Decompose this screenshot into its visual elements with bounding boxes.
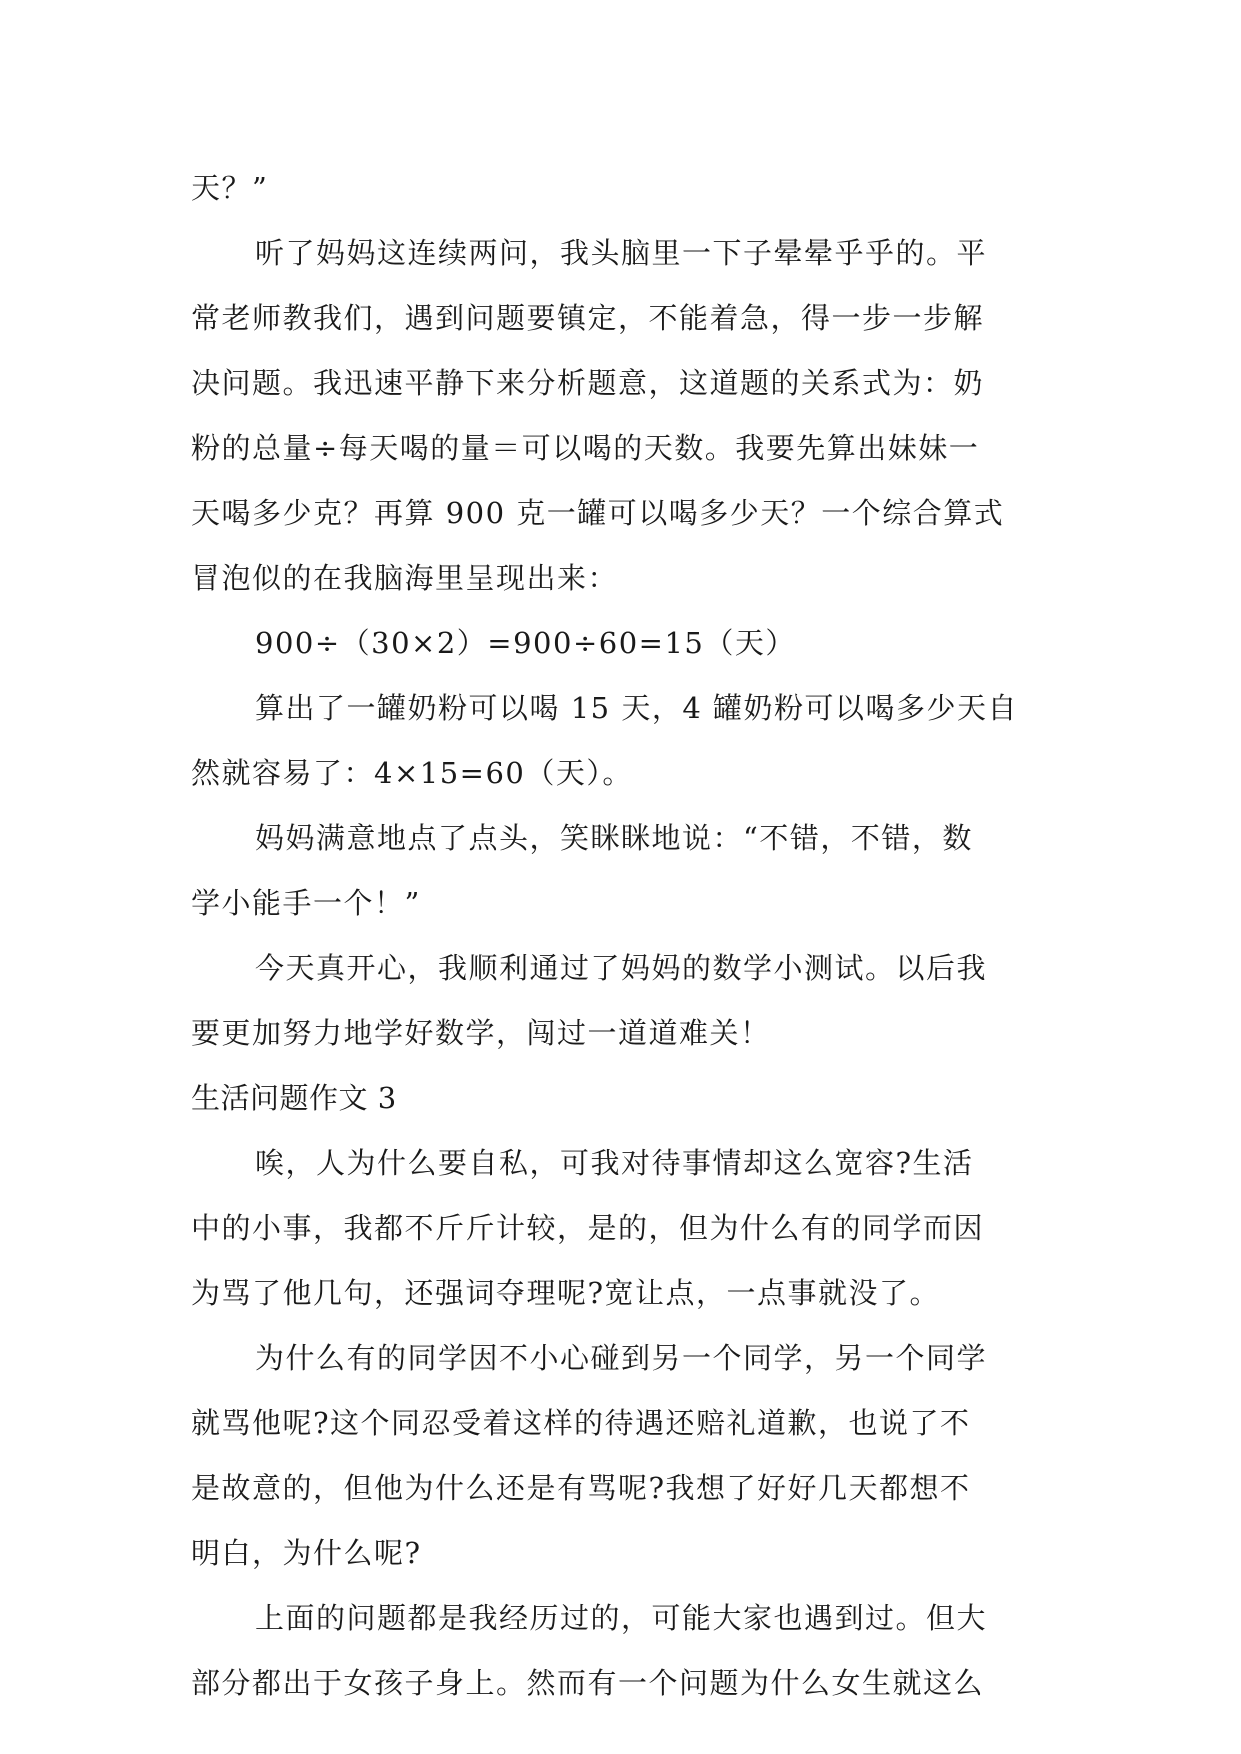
text-line: 要更加努力地学好数学，闯过一道道难关！: [191, 1016, 771, 1050]
text-line: 就骂他呢?这个同忍受着这样的待遇还赔礼道歉，也说了不: [191, 1406, 971, 1440]
paragraph-first-line: 为什么有的同学因不小心碰到另一个同学，另一个同学: [255, 1341, 988, 1375]
text-line: 为骂了他几句，还强词夺理呢?宽让点，一点事就没了。: [191, 1276, 941, 1310]
text-line: 粉的总量÷每天喝的量＝可以喝的天数。我要先算出妹妹一: [191, 431, 980, 465]
text-line: 天？”: [191, 171, 269, 205]
section-heading: 生活问题作文 3: [191, 1081, 397, 1115]
paragraph-first-line: 算出了一罐奶粉可以喝 15 天，4 罐奶粉可以喝多少天自: [255, 691, 1019, 725]
text-line: 明白，为什么呢?: [191, 1536, 422, 1570]
paragraph-first-line: 唉，人为什么要自私，可我对待事情却这么宽容?生活: [255, 1146, 974, 1180]
text-line: 天喝多少克？再算 900 克一罐可以喝多少天？一个综合算式: [191, 496, 1005, 530]
text-line: 部分都出于女孩子身上。然而有一个问题为什么女生就这么: [191, 1666, 985, 1700]
text-line: 常老师教我们，遇到问题要镇定，不能着急，得一步一步解: [191, 301, 985, 335]
paragraph-first-line: 听了妈妈这连续两问，我头脑里一下子晕晕乎乎的。平: [255, 236, 988, 270]
document-body: [191, 156, 1053, 1716]
paragraph-first-line: 今天真开心，我顺利通过了妈妈的数学小测试。以后我: [255, 951, 988, 985]
text-line: 决问题。我迅速平静下来分析题意，这道题的关系式为：奶: [191, 366, 985, 400]
text-line: 是故意的，但他为什么还是有骂呢?我想了好好几天都想不: [191, 1471, 971, 1505]
text-line: 然就容易了：4×15=60（天）。: [191, 756, 633, 790]
text-line: 学小能手一个！”: [191, 886, 421, 920]
paragraph-first-line: 妈妈满意地点了点头，笑眯眯地说：“不错，不错，数: [255, 821, 973, 855]
text-line: 中的小事，我都不斤斤计较，是的，但为什么有的同学而因: [191, 1211, 985, 1245]
paragraph-first-line: 上面的问题都是我经历过的，可能大家也遇到过。但大: [255, 1601, 988, 1635]
equation-line: 900÷（30×2）=900÷60=15（天）: [255, 626, 796, 660]
text-line: 冒泡似的在我脑海里呈现出来：: [191, 561, 619, 595]
